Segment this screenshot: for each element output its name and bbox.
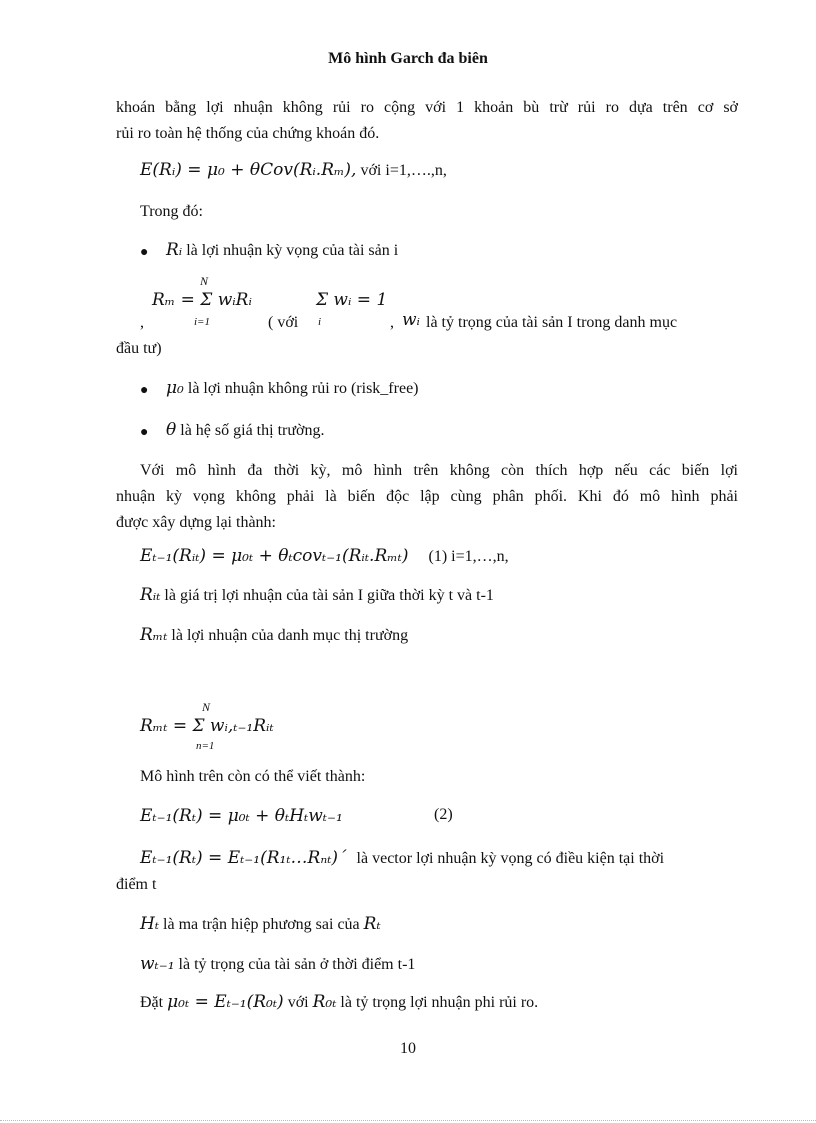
- comma-before: ,: [140, 314, 144, 331]
- bullet-theta: [166, 420, 324, 440]
- rewrite-label: Mô hình trên còn có thể viết thành:: [140, 768, 366, 785]
- definition-ht-text: là ma trận hiệp phương sai của: [163, 916, 360, 933]
- symbol-ri: Rᵢ: [166, 240, 183, 260]
- equation-1: [140, 546, 509, 566]
- bullet-ri-text: là lợi nhuận kỳ vọng của tài sản i: [186, 242, 399, 259]
- bullet-theta-text: là hệ số giá thị trường.: [180, 422, 325, 439]
- comma-after: ,: [390, 314, 394, 331]
- running-header: Mô hình Garch đa biên: [328, 50, 488, 67]
- page-number: 10: [400, 1040, 416, 1057]
- final-prefix: Đặt: [140, 994, 164, 1011]
- intro-line-1: khoán bằng lợi nhuận không rủi ro cộng với 1 khoản bù trừ rủi ro dựa trên cơ sở: [116, 99, 738, 116]
- final-mid: với: [287, 994, 309, 1011]
- equation-2: [140, 806, 460, 826]
- definition-rit: [140, 585, 494, 605]
- bullet-ri: [166, 240, 398, 260]
- constraint-open: ( với: [268, 314, 299, 331]
- bullet-mu: [166, 378, 419, 398]
- equation-capm-formula: E(Rᵢ) = μ₀ + θCov(Rᵢ.Rₘ),: [140, 160, 357, 180]
- final-formula: μ₀ₜ = Eₜ₋₁(R₀ₜ): [167, 992, 284, 1012]
- symbol-rot: R₀ₜ: [312, 992, 337, 1012]
- equation-2-number: (2): [434, 806, 453, 823]
- equation-1-formula: Eₜ₋₁(Rᵢₜ) = μ₀ₜ + θₜcovₜ₋₁(Rᵢₜ.Rₘₜ): [140, 546, 409, 566]
- bullet-dot: ●: [140, 245, 149, 260]
- symbol-wi: wᵢ: [402, 310, 420, 330]
- bullet-mu-text: là lợi nhuận không rủi ro (risk_free): [187, 380, 419, 397]
- sum-bottom: n=1: [196, 740, 215, 752]
- symbol-ht: Hₜ: [140, 914, 160, 934]
- equation-capm: [140, 160, 447, 180]
- symbol-mu: μ₀: [166, 378, 184, 398]
- sum-top: N: [202, 700, 211, 714]
- final-definition: [140, 992, 538, 1012]
- weights-text-2: đầu tư): [116, 340, 162, 357]
- symbol-rmt: Rₘₜ: [140, 625, 168, 645]
- constraint-formula: Σ wᵢ = 1: [316, 290, 388, 310]
- para2-line-2: nhuận kỳ vọng không phải là biến độc lập cùng phân phối. Khi đó mô hình phải: [116, 488, 738, 505]
- weights-text: là tỷ trọng của tài sản I trong danh mục: [426, 314, 678, 331]
- bullet-dot: ●: [140, 383, 149, 398]
- equation-1-suffix: (1) i=1,…,n,: [428, 548, 509, 565]
- equation-2-formula: Eₜ₋₁(Rₜ) = μ₀ₜ + θₜHₜwₜ₋₁: [140, 806, 343, 826]
- equation-rmt-formula: Rₘₜ = Σ wᵢ,ₜ₋₁Rᵢₜ: [140, 716, 274, 736]
- constraint-sub: i: [318, 316, 322, 328]
- vector-text-2: điểm t: [116, 876, 157, 893]
- definition-rmt: [140, 625, 408, 645]
- definition-vector: [140, 848, 664, 868]
- bullet-dot: ●: [140, 425, 149, 440]
- definition-wt: [140, 954, 415, 974]
- final-text: là tỷ trọng lợi nhuận phi rủi ro.: [340, 994, 539, 1011]
- symbol-rt: Rₜ: [363, 914, 381, 934]
- symbol-theta: θ: [166, 420, 177, 440]
- rm-formula: Rₘ = Σ wᵢRᵢ: [152, 290, 252, 310]
- definition-ht: [140, 914, 381, 934]
- definition-rmt-text: là lợi nhuận của danh mục thị trường: [171, 627, 409, 644]
- definition-rit-text: là giá trị lợi nhuận của tài sản I giữa thời kỳ t và t-1: [164, 587, 494, 604]
- intro-line-2: rủi ro toàn hệ thống của chứng khoán đó.: [116, 125, 380, 142]
- sum-bottom: i=1: [194, 316, 210, 328]
- where-label: Trong đó:: [140, 203, 203, 220]
- definition-wt-text: là tỷ trọng của tài sản ở thời điểm t-1: [178, 956, 416, 973]
- para2-line-3: được xây dựng lại thành:: [116, 514, 276, 531]
- equation-capm-suffix: với i=1,….,n,: [360, 162, 447, 179]
- vector-formula: Eₜ₋₁(Rₜ) = Eₜ₋₁(R₁ₜ…Rₙₜ)´: [140, 848, 347, 868]
- page-bottom-divider: [0, 1120, 816, 1121]
- para2-line-1: Với mô hình đa thời kỳ, mô hình trên không còn thích hợp nếu các biến lợi: [140, 462, 738, 479]
- vector-text: là vector lợi nhuận kỳ vọng có điều kiện tại thời: [356, 850, 665, 867]
- symbol-wt: wₜ₋₁: [140, 954, 175, 974]
- symbol-rit: Rᵢₜ: [140, 585, 161, 605]
- sum-top: N: [200, 274, 209, 288]
